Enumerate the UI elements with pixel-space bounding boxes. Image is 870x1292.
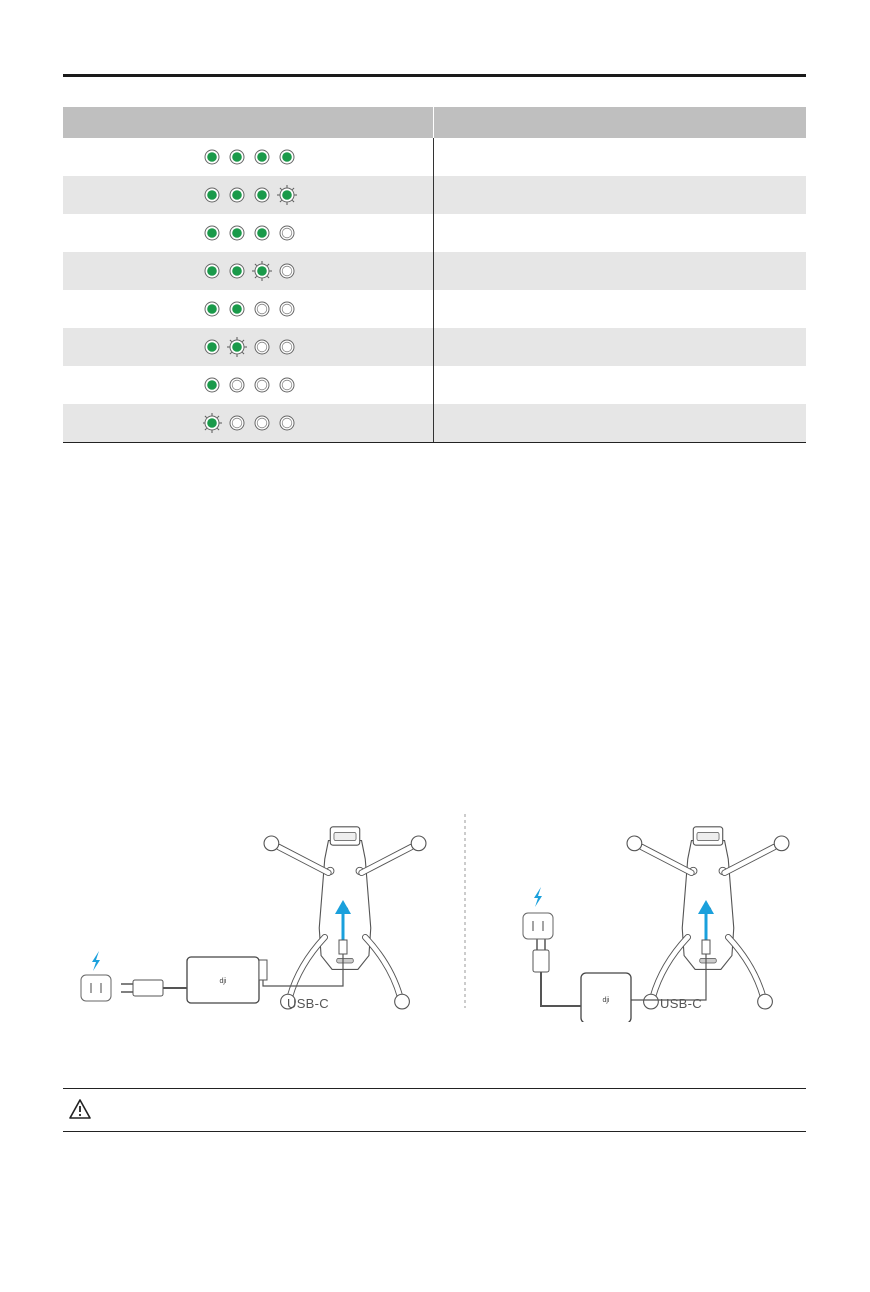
table-row (63, 176, 806, 214)
led-on-icon (280, 150, 294, 164)
left-drone-illustration (264, 827, 426, 1009)
led-off-icon (255, 302, 269, 316)
led-indicator-group (203, 223, 303, 243)
left-wall-outlet (81, 975, 111, 1001)
led-on-icon (230, 188, 244, 202)
led-blink-icon (203, 413, 222, 433)
led-pattern-cell (63, 366, 434, 404)
led-off-icon (280, 264, 294, 278)
led-indicator-group (203, 375, 303, 395)
led-description-cell (434, 404, 806, 442)
led-pattern-cell (63, 404, 434, 442)
header-description (434, 107, 806, 138)
table-row (63, 252, 806, 290)
led-off-icon (230, 416, 244, 430)
table-row (63, 404, 806, 442)
left-power-adapter (187, 957, 267, 1003)
battery-led-table (63, 107, 806, 443)
led-description-cell (434, 252, 806, 290)
led-indicator-group (203, 413, 303, 433)
top-rule (63, 74, 806, 77)
right-power-icon (534, 887, 542, 907)
led-pattern-cell (63, 290, 434, 328)
led-on-icon (255, 226, 269, 240)
table-row (63, 366, 806, 404)
led-blink-icon (227, 337, 247, 357)
right-wall-outlet (523, 913, 553, 939)
led-off-icon (255, 378, 269, 392)
led-on-icon (205, 302, 219, 316)
table-body (63, 138, 806, 442)
led-pattern-cell (63, 176, 434, 214)
warning-triangle-icon (68, 1098, 92, 1120)
right-ac-plug (533, 938, 581, 1006)
svg-text:dji: dji (602, 997, 610, 1004)
table-row (63, 214, 806, 252)
led-indicator-group (203, 185, 303, 205)
led-on-icon (205, 340, 219, 354)
led-on-icon (230, 302, 244, 316)
led-blink-icon (277, 185, 297, 205)
led-pattern-cell (63, 328, 434, 366)
led-off-icon (280, 302, 294, 316)
led-off-icon (280, 378, 294, 392)
led-pattern-cell (63, 138, 434, 176)
led-on-icon (230, 264, 244, 278)
led-off-icon (255, 416, 269, 430)
left-usb-c-label: USB-C (287, 996, 329, 1011)
led-on-icon (205, 150, 219, 164)
led-off-icon (255, 340, 269, 354)
led-on-icon (255, 188, 269, 202)
left-power-icon (92, 951, 100, 971)
led-off-icon (280, 340, 294, 354)
led-pattern-cell (63, 214, 434, 252)
led-indicator-group (203, 261, 303, 281)
table-row (63, 290, 806, 328)
led-indicator-group (203, 147, 303, 167)
led-pattern-cell (63, 252, 434, 290)
led-off-icon (280, 416, 294, 430)
charging-diagram (63, 810, 806, 1022)
led-description-cell (434, 366, 806, 404)
led-indicator-group (203, 299, 303, 319)
led-blink-icon (252, 261, 272, 281)
table-row (63, 328, 806, 366)
led-description-cell (434, 290, 806, 328)
led-description-cell (434, 176, 806, 214)
led-on-icon (205, 264, 219, 278)
led-on-icon (230, 150, 244, 164)
table-header (63, 107, 806, 138)
led-off-icon (230, 378, 244, 392)
led-description-cell (434, 214, 806, 252)
right-drone-illustration (627, 827, 789, 1009)
led-on-icon (205, 188, 219, 202)
led-description-cell (434, 138, 806, 176)
led-indicator-group (203, 337, 303, 357)
charging-illustration (63, 810, 806, 1022)
led-on-icon (205, 226, 219, 240)
left-ac-plug (121, 980, 187, 996)
led-description-cell (434, 328, 806, 366)
right-power-adapter (581, 973, 631, 1022)
svg-text:dji: dji (219, 978, 227, 985)
right-usb-c-label: USB-C (660, 996, 702, 1011)
header-led-pattern (63, 107, 434, 138)
led-on-icon (205, 378, 219, 392)
led-on-icon (255, 150, 269, 164)
led-off-icon (280, 226, 294, 240)
caution-notice (63, 1088, 806, 1132)
table-row (63, 138, 806, 176)
led-on-icon (230, 226, 244, 240)
